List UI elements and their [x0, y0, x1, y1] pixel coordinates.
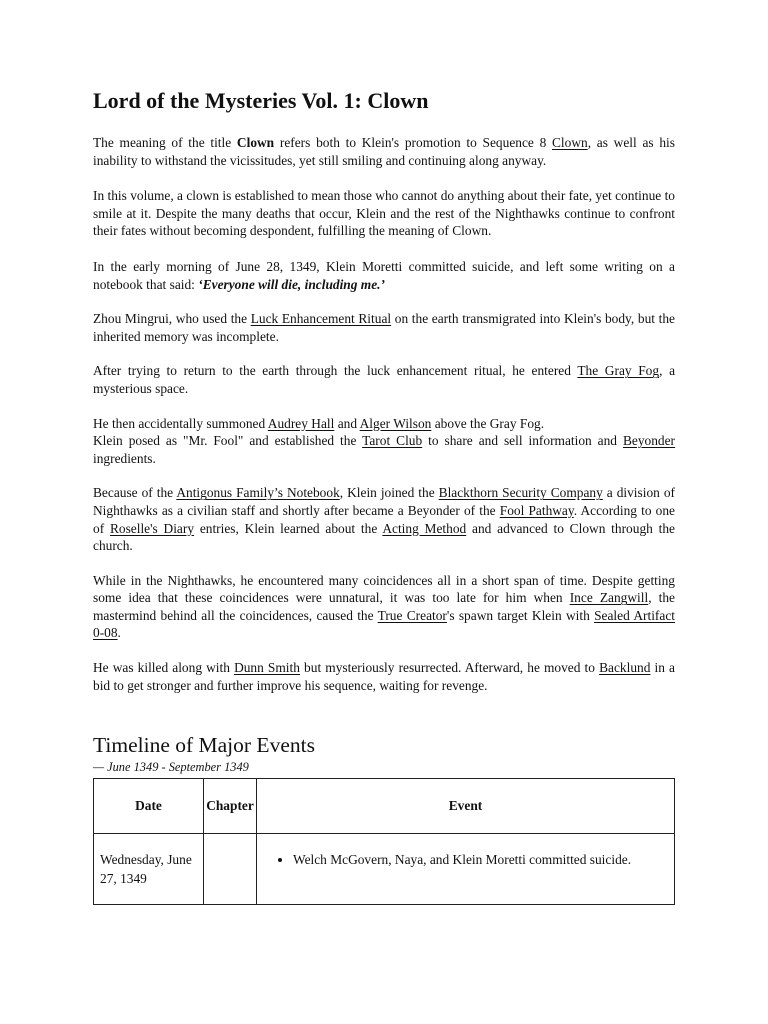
link-acting-method[interactable]: Acting Method — [382, 520, 467, 536]
paragraph-resurrection — [93, 659, 675, 694]
text: refers both to Klein's promotion to Sequence 8 — [274, 135, 552, 150]
link-roselles-diary[interactable]: Roselle's Diary — [109, 520, 195, 536]
timeline-heading: Timeline of Major Events — [93, 733, 315, 758]
text: . According to one of — [93, 502, 676, 536]
link-blackthorn-security-company[interactable]: Blackthorn Security Company — [438, 485, 603, 501]
paragraph-transmigration — [93, 310, 675, 345]
link-beyonder[interactable]: Beyonder — [622, 433, 676, 449]
link-ince-zangwill[interactable]: Ince Zangwill — [569, 590, 649, 606]
table-header-row — [94, 779, 675, 834]
paragraph-nighthawks — [93, 484, 675, 554]
timeline-table — [93, 778, 675, 905]
text: . — [117, 625, 121, 641]
link-clown[interactable]: Clown — [552, 135, 588, 150]
paragraph-coincidences — [93, 572, 675, 642]
text: , as well as his inability to withstand the vicissitudes, yet still smiling and continuing along anyway. — [93, 135, 675, 168]
text: Because of the — [93, 485, 177, 501]
text: While in the Nighthawks, he encountered many coincidences all in a short span of time. Despite getting some idea that these coincidences were unnatural, it was too late for him when — [93, 572, 675, 606]
text: , Klein joined the — [339, 485, 439, 501]
text: Klein posed as "Mr. Fool" and established the — [93, 433, 363, 449]
text: 's spawn target Klein with — [446, 607, 595, 623]
paragraph-clown-definition: In this volume, a clown is established to mean those who cannot do anything about their fate, yet continue to smile at it. Despite the many deaths that occur, Klein and the rest of the Nighthawks continue to confront their fates without becoming despondent, fulfilling the meaning of Clown. — [93, 188, 675, 239]
paragraph-suicide — [93, 258, 675, 293]
quote-text: ‘Everyone will die, including me.’ — [198, 276, 385, 292]
text: He was killed along with — [93, 660, 235, 676]
paragraph-title-meaning — [93, 134, 675, 169]
text: in a bid to get stronger and further improve his sequence, waiting for revenge. — [93, 660, 676, 693]
column-header-date: Date — [94, 779, 204, 834]
document-page — [93, 86, 675, 905]
table-row — [94, 834, 675, 905]
text: and — [334, 415, 360, 431]
text: ingredients. — [93, 450, 156, 466]
column-header-event: Event — [257, 779, 675, 834]
link-true-creator[interactable]: True Creator — [377, 607, 447, 623]
link-sealed-artifact-0-08[interactable]: Sealed Artifact 0-08 — [93, 607, 675, 641]
text: The meaning of the title — [93, 135, 237, 150]
text: and advanced to Clown through the church. — [93, 520, 675, 554]
text: , a mysterious space. — [93, 363, 676, 396]
text: above the Gray Fog. — [431, 415, 545, 431]
cell-chapter — [204, 834, 257, 905]
link-the-gray-fog[interactable]: The Gray Fog — [577, 363, 660, 379]
link-tarot-club[interactable]: Tarot Club — [362, 433, 423, 449]
link-backlund[interactable]: Backlund — [599, 660, 651, 676]
text: a division of Nighthawks as a civilian staff and shortly after became a Beyonder of the — [93, 485, 675, 518]
text: In the early morning of June 28, 1349, Klein Moretti committed suicide, and left some writing on a notebook that said: — [93, 258, 675, 292]
event-list — [263, 850, 668, 869]
text: entries, Klein learned about the — [194, 520, 383, 536]
link-dunn-smith[interactable]: Dunn Smith — [234, 660, 300, 676]
column-header-chapter: Chapter — [204, 779, 257, 834]
cell-event — [257, 834, 675, 905]
link-antigonus-notebook[interactable]: Antigonus Family’s Notebook — [176, 485, 340, 501]
cell-date: Wednesday, June 27, 1349 — [94, 834, 204, 905]
event-list-item: • Welch McGovern, Naya, and Klein Moretti committed suicide. — [293, 850, 668, 869]
timeline-subtitle: — June 1349 - September 1349 — [93, 760, 249, 775]
text: to share and sell information and — [422, 433, 623, 449]
page-title: Lord of the Mysteries Vol. 1: Clown — [93, 88, 429, 113]
text: but mysteriously resurrected. Afterward, he moved to — [299, 660, 600, 676]
text: He then accidentally summoned — [93, 415, 268, 431]
text: Zhou Mingrui, who used the — [93, 311, 251, 327]
bold-term: Clown — [236, 135, 275, 150]
link-fool-pathway[interactable]: Fool Pathway — [499, 502, 574, 518]
paragraph-gray-fog — [93, 362, 675, 397]
paragraph-tarot-club — [93, 415, 675, 468]
link-alger-wilson[interactable]: Alger Wilson — [359, 415, 432, 431]
link-luck-enhancement-ritual[interactable]: Luck Enhancement Ritual — [250, 311, 392, 327]
text: After trying to return to the earth through the luck enhancement ritual, he entered — [93, 363, 578, 379]
text: on the earth transmigrated into Klein's body, but the inherited memory was incomplete. — [93, 311, 675, 344]
text: , the mastermind behind all the coincidences, caused the — [93, 590, 676, 623]
link-audrey-hall[interactable]: Audrey Hall — [267, 415, 335, 431]
